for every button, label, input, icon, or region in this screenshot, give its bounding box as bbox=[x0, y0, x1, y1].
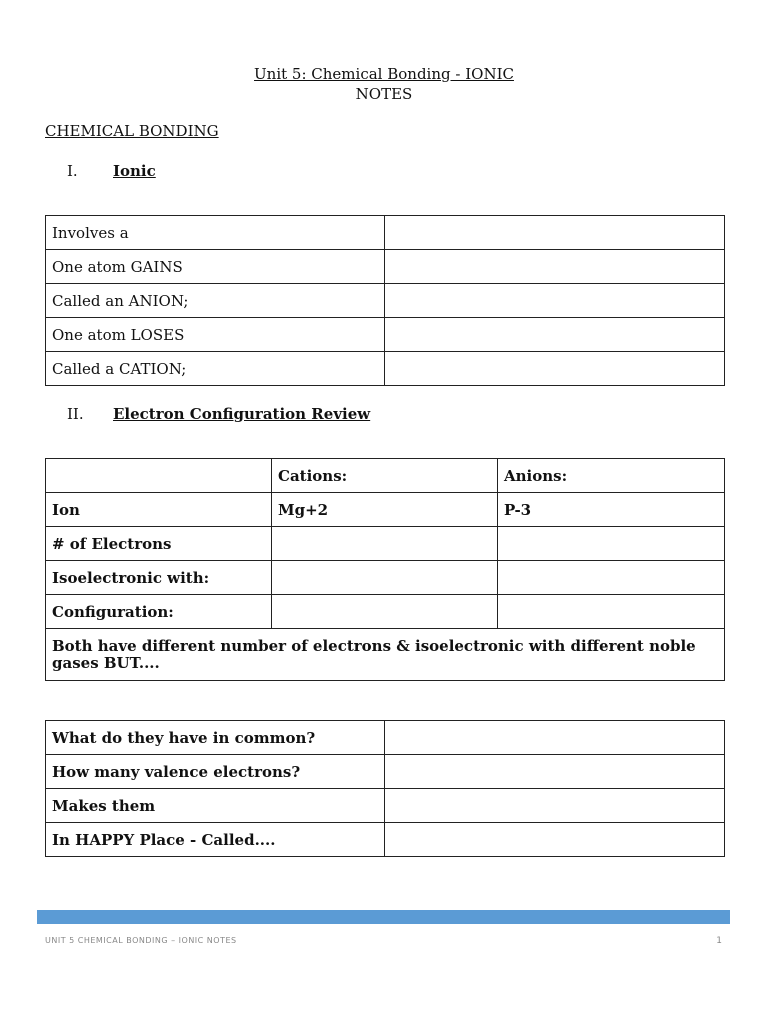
part1-label: Ionic bbox=[113, 162, 156, 180]
table-row bbox=[46, 789, 725, 823]
table-row bbox=[46, 755, 725, 789]
answer-cell[interactable] bbox=[385, 284, 725, 318]
table-cell bbox=[46, 459, 272, 493]
document-title: Unit 5: Chemical Bonding - IONIC bbox=[254, 65, 514, 83]
table-row bbox=[46, 561, 725, 595]
answer-cell[interactable] bbox=[385, 318, 725, 352]
electron-config-table bbox=[45, 458, 725, 681]
table-cell: One atom LOSES bbox=[46, 318, 385, 352]
table-row bbox=[46, 823, 725, 857]
answer-cell[interactable] bbox=[498, 561, 725, 595]
table-row bbox=[46, 318, 725, 352]
document-subtitle: NOTES bbox=[355, 85, 413, 103]
table-row bbox=[46, 629, 725, 681]
answer-cell[interactable] bbox=[385, 789, 725, 823]
answer-cell[interactable] bbox=[498, 527, 725, 561]
answer-cell[interactable] bbox=[385, 216, 725, 250]
row-label: Configuration: bbox=[46, 595, 272, 629]
answer-cell[interactable] bbox=[498, 595, 725, 629]
answer-cell[interactable] bbox=[272, 561, 498, 595]
table-cell: Mg+2 bbox=[272, 493, 498, 527]
table-row bbox=[46, 527, 725, 561]
table-cell: In HAPPY Place - Called.... bbox=[46, 823, 385, 857]
table-row bbox=[46, 250, 725, 284]
row-label: Isoelectronic with: bbox=[46, 561, 272, 595]
part2-label: Electron Configuration Review bbox=[113, 405, 371, 423]
table-cell: Called an ANION; bbox=[46, 284, 385, 318]
answer-cell[interactable] bbox=[272, 595, 498, 629]
table-cell: P-3 bbox=[498, 493, 725, 527]
document-header bbox=[0, 64, 768, 104]
table-cell: Makes them bbox=[46, 789, 385, 823]
footer-text: UNIT 5 CHEMICAL BONDING – IONIC NOTES bbox=[45, 936, 237, 945]
table-row bbox=[46, 352, 725, 386]
row-label: # of Electrons bbox=[46, 527, 272, 561]
table-row bbox=[46, 721, 725, 755]
answer-cell[interactable] bbox=[385, 250, 725, 284]
page-number: 1 bbox=[716, 936, 722, 946]
table-row bbox=[46, 595, 725, 629]
valence-table bbox=[45, 720, 725, 857]
answer-cell[interactable] bbox=[385, 755, 725, 789]
merged-note-cell: Both have different number of electrons & isoelectronic with different noble gases BUT.... bbox=[46, 629, 725, 681]
table-row bbox=[46, 216, 725, 250]
table-row bbox=[46, 284, 725, 318]
answer-cell[interactable] bbox=[385, 721, 725, 755]
table-cell: One atom GAINS bbox=[46, 250, 385, 284]
ionic-table bbox=[45, 215, 725, 386]
table-cell: Involves a bbox=[46, 216, 385, 250]
table-cell: Called a CATION; bbox=[46, 352, 385, 386]
column-header-anions: Anions: bbox=[498, 459, 725, 493]
part1-numeral: I. bbox=[67, 162, 78, 180]
column-header-cations: Cations: bbox=[272, 459, 498, 493]
table-header-row bbox=[46, 459, 725, 493]
row-label: Ion bbox=[46, 493, 272, 527]
answer-cell[interactable] bbox=[272, 527, 498, 561]
table-cell: What do they have in common? bbox=[46, 721, 385, 755]
section-heading: CHEMICAL BONDING bbox=[45, 122, 219, 140]
part2-numeral: II. bbox=[67, 405, 84, 423]
table-row bbox=[46, 493, 725, 527]
answer-cell[interactable] bbox=[385, 823, 725, 857]
table-cell: How many valence electrons? bbox=[46, 755, 385, 789]
footer-bar bbox=[37, 910, 730, 924]
answer-cell[interactable] bbox=[385, 352, 725, 386]
